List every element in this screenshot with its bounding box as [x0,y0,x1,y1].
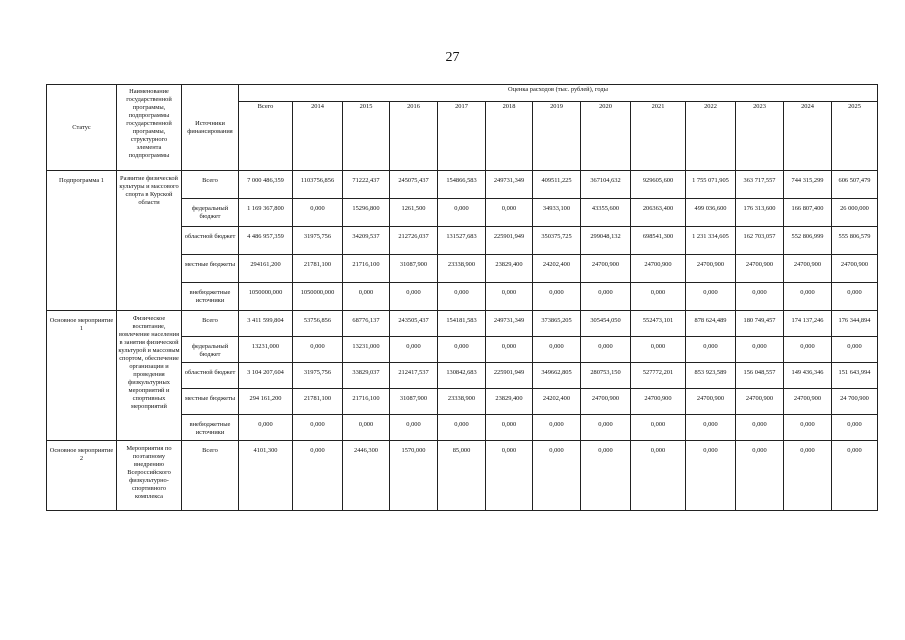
header-col-2014: 2014 [293,102,343,171]
value-cell: 3 411 599,804 [239,311,293,337]
value-cell: 367104,632 [581,171,631,199]
value-cell: 0,000 [293,415,343,441]
value-cell: 13231,000 [343,337,390,363]
header-col-2025: 2025 [832,102,878,171]
value-cell: 24700,900 [832,255,878,283]
value-cell: 0,000 [631,283,686,311]
value-cell: 929605,600 [631,171,686,199]
value-cell: 0,000 [832,441,878,511]
row-source: областной бюджет [182,363,239,389]
row-source: Всего [182,311,239,337]
value-cell: 249731,349 [486,171,533,199]
value-cell: 744 315,299 [784,171,832,199]
row-status: Основное мероприятие 1 [47,311,117,441]
value-cell: 0,000 [486,283,533,311]
value-cell: 245075,437 [390,171,438,199]
value-cell: 552473,101 [631,311,686,337]
header-col-2023: 2023 [736,102,784,171]
value-cell: 0,000 [438,415,486,441]
value-cell: 0,000 [736,283,784,311]
value-cell: 1 755 071,905 [686,171,736,199]
value-cell: 0,000 [581,415,631,441]
value-cell: 43355,600 [581,199,631,227]
value-cell: 212417,537 [390,363,438,389]
value-cell: 131527,683 [438,227,486,255]
header-col-2022: 2022 [686,102,736,171]
value-cell: 1050000,000 [293,283,343,311]
value-cell: 0,000 [533,415,581,441]
value-cell: 85,000 [438,441,486,511]
value-cell: 280753,150 [581,363,631,389]
row-source: Всего [182,171,239,199]
value-cell: 1103756,856 [293,171,343,199]
value-cell: 23829,400 [486,255,533,283]
header-col-2017: 2017 [438,102,486,171]
value-cell: 853 923,589 [686,363,736,389]
value-cell: 3 104 207,604 [239,363,293,389]
value-cell: 130842,683 [438,363,486,389]
header-estimate: Оценка расходов (тыс. рублей), годы [239,85,878,102]
header-source: Источники финансирования [182,85,239,171]
value-cell: 0,000 [533,337,581,363]
value-cell: 0,000 [438,283,486,311]
value-cell: 24700,900 [686,255,736,283]
header-col-2015: 2015 [343,102,390,171]
value-cell: 0,000 [533,441,581,511]
value-cell: 363 717,557 [736,171,784,199]
value-cell: 0,000 [293,199,343,227]
header-col-2024: 2024 [784,102,832,171]
header-status: Статус [47,85,117,171]
value-cell: 0,000 [784,337,832,363]
value-cell: 0,000 [343,415,390,441]
value-cell: 1 231 334,605 [686,227,736,255]
value-cell: 24700,900 [784,389,832,415]
value-cell: 0,000 [784,441,832,511]
value-cell: 878 624,489 [686,311,736,337]
value-cell: 0,000 [631,337,686,363]
page-number: 27 [445,50,460,65]
value-cell: 23338,900 [438,255,486,283]
value-cell: 2446,300 [343,441,390,511]
row-source: федеральный бюджет [182,199,239,227]
value-cell: 0,000 [686,415,736,441]
row-source: областной бюджет [182,227,239,255]
value-cell: 154866,583 [438,171,486,199]
value-cell: 350375,725 [533,227,581,255]
value-cell: 527772,201 [631,363,686,389]
value-cell: 0,000 [486,415,533,441]
value-cell: 206363,400 [631,199,686,227]
row-source: местные бюджеты [182,255,239,283]
value-cell: 0,000 [438,199,486,227]
value-cell: 24700,900 [736,255,784,283]
row-source: федеральный бюджет [182,337,239,363]
value-cell: 53756,856 [293,311,343,337]
value-cell: 0,000 [832,415,878,441]
value-cell: 0,000 [784,283,832,311]
value-cell: 0,000 [581,337,631,363]
value-cell: 24700,900 [736,389,784,415]
header-col-2018: 2018 [486,102,533,171]
value-cell: 162 703,057 [736,227,784,255]
value-cell: 7 000 486,359 [239,171,293,199]
value-cell: 0,000 [486,441,533,511]
header-col-2016: 2016 [390,102,438,171]
header-col-2020: 2020 [581,102,631,171]
value-cell: 0,000 [686,283,736,311]
value-cell: 31975,756 [293,227,343,255]
value-cell: 212726,037 [390,227,438,255]
value-cell: 176 313,600 [736,199,784,227]
value-cell: 176 344,894 [832,311,878,337]
value-cell: 294 161,200 [239,389,293,415]
value-cell: 294161,200 [239,255,293,283]
value-cell: 0,000 [293,337,343,363]
header-name: Наименование государственной программы, подпрограммы государственной программы, структурного элемента подпрограммы [117,85,182,171]
value-cell: 68776,137 [343,311,390,337]
value-cell: 31087,900 [390,389,438,415]
value-cell: 0,000 [784,415,832,441]
value-cell: 24 700,900 [832,389,878,415]
value-cell: 249731,349 [486,311,533,337]
value-cell: 225901,949 [486,227,533,255]
row-status: Подпрограмма 1 [47,171,117,311]
value-cell: 373865,205 [533,311,581,337]
row-source: внебюджетные источники [182,415,239,441]
value-cell: 555 806,579 [832,227,878,255]
value-cell: 24700,900 [581,255,631,283]
row-name: Мероприятия по поэтапному внедрению Всероссийского физкультурно-спортивного комплекса [117,441,182,511]
value-cell: 409511,225 [533,171,581,199]
value-cell: 149 436,346 [784,363,832,389]
value-cell: 71222,437 [343,171,390,199]
value-cell: 24700,900 [631,389,686,415]
row-source: внебюджетные источники [182,283,239,311]
value-cell: 180 749,457 [736,311,784,337]
value-cell: 225901,949 [486,363,533,389]
value-cell: 23829,400 [486,389,533,415]
value-cell: 499 036,600 [686,199,736,227]
value-cell: 305454,050 [581,311,631,337]
value-cell: 0,000 [581,441,631,511]
value-cell: 1050000,000 [239,283,293,311]
row-name: Развитие физической культуры и массового спорта в Курской области [117,171,182,311]
value-cell: 31087,900 [390,255,438,283]
value-cell: 0,000 [533,283,581,311]
value-cell: 0,000 [736,415,784,441]
value-cell: 0,000 [438,337,486,363]
value-cell: 0,000 [390,283,438,311]
value-cell: 552 806,999 [784,227,832,255]
table-row [47,311,878,337]
value-cell: 174 137,246 [784,311,832,337]
value-cell: 21716,100 [343,255,390,283]
value-cell: 606 507,479 [832,171,878,199]
value-cell: 21716,100 [343,389,390,415]
table-row [47,171,878,199]
value-cell: 0,000 [736,337,784,363]
value-cell: 0,000 [239,415,293,441]
row-source: Всего [182,441,239,511]
value-cell: 154181,583 [438,311,486,337]
value-cell: 4101,300 [239,441,293,511]
value-cell: 24700,900 [581,389,631,415]
value-cell: 24202,400 [533,389,581,415]
value-cell: 0,000 [832,283,878,311]
value-cell: 0,000 [343,283,390,311]
header-col-2019: 2019 [533,102,581,171]
value-cell: 4 486 957,359 [239,227,293,255]
value-cell: 34933,100 [533,199,581,227]
value-cell: 243505,437 [390,311,438,337]
value-cell: 0,000 [486,337,533,363]
value-cell: 0,000 [293,441,343,511]
value-cell: 0,000 [686,441,736,511]
value-cell: 0,000 [581,283,631,311]
value-cell: 24700,900 [631,255,686,283]
row-status: Основное мероприятие 2 [47,441,117,511]
value-cell: 0,000 [736,441,784,511]
header-col-2021: 2021 [631,102,686,171]
value-cell: 0,000 [390,415,438,441]
value-cell: 1261,500 [390,199,438,227]
value-cell: 23338,900 [438,389,486,415]
row-source: местные бюджеты [182,389,239,415]
value-cell: 24700,900 [784,255,832,283]
value-cell: 33829,037 [343,363,390,389]
value-cell: 21781,100 [293,255,343,283]
value-cell: 166 807,400 [784,199,832,227]
header-col-total: Всего [239,102,293,171]
value-cell: 21781,100 [293,389,343,415]
value-cell: 1570,000 [390,441,438,511]
value-cell: 0,000 [486,199,533,227]
value-cell: 26 000,000 [832,199,878,227]
table-body [47,171,878,511]
value-cell: 349662,805 [533,363,581,389]
value-cell: 0,000 [631,441,686,511]
value-cell: 13231,000 [239,337,293,363]
row-name: Физическое воспитание, вовлечение населения в занятия физической культурой и массовым спортом, обеспечение организации и проведения физкультурных мероприятий и спортивных мероприятий [117,311,182,441]
value-cell: 0,000 [832,337,878,363]
value-cell: 15296,800 [343,199,390,227]
value-cell: 156 048,557 [736,363,784,389]
budget-table [46,84,878,511]
value-cell: 299048,132 [581,227,631,255]
value-cell: 698541,300 [631,227,686,255]
value-cell: 24700,900 [686,389,736,415]
value-cell: 0,000 [686,337,736,363]
value-cell: 24202,400 [533,255,581,283]
value-cell: 151 643,994 [832,363,878,389]
value-cell: 0,000 [631,415,686,441]
value-cell: 34209,537 [343,227,390,255]
value-cell: 0,000 [390,337,438,363]
value-cell: 31975,756 [293,363,343,389]
table-row [47,441,878,511]
value-cell: 1 169 367,800 [239,199,293,227]
